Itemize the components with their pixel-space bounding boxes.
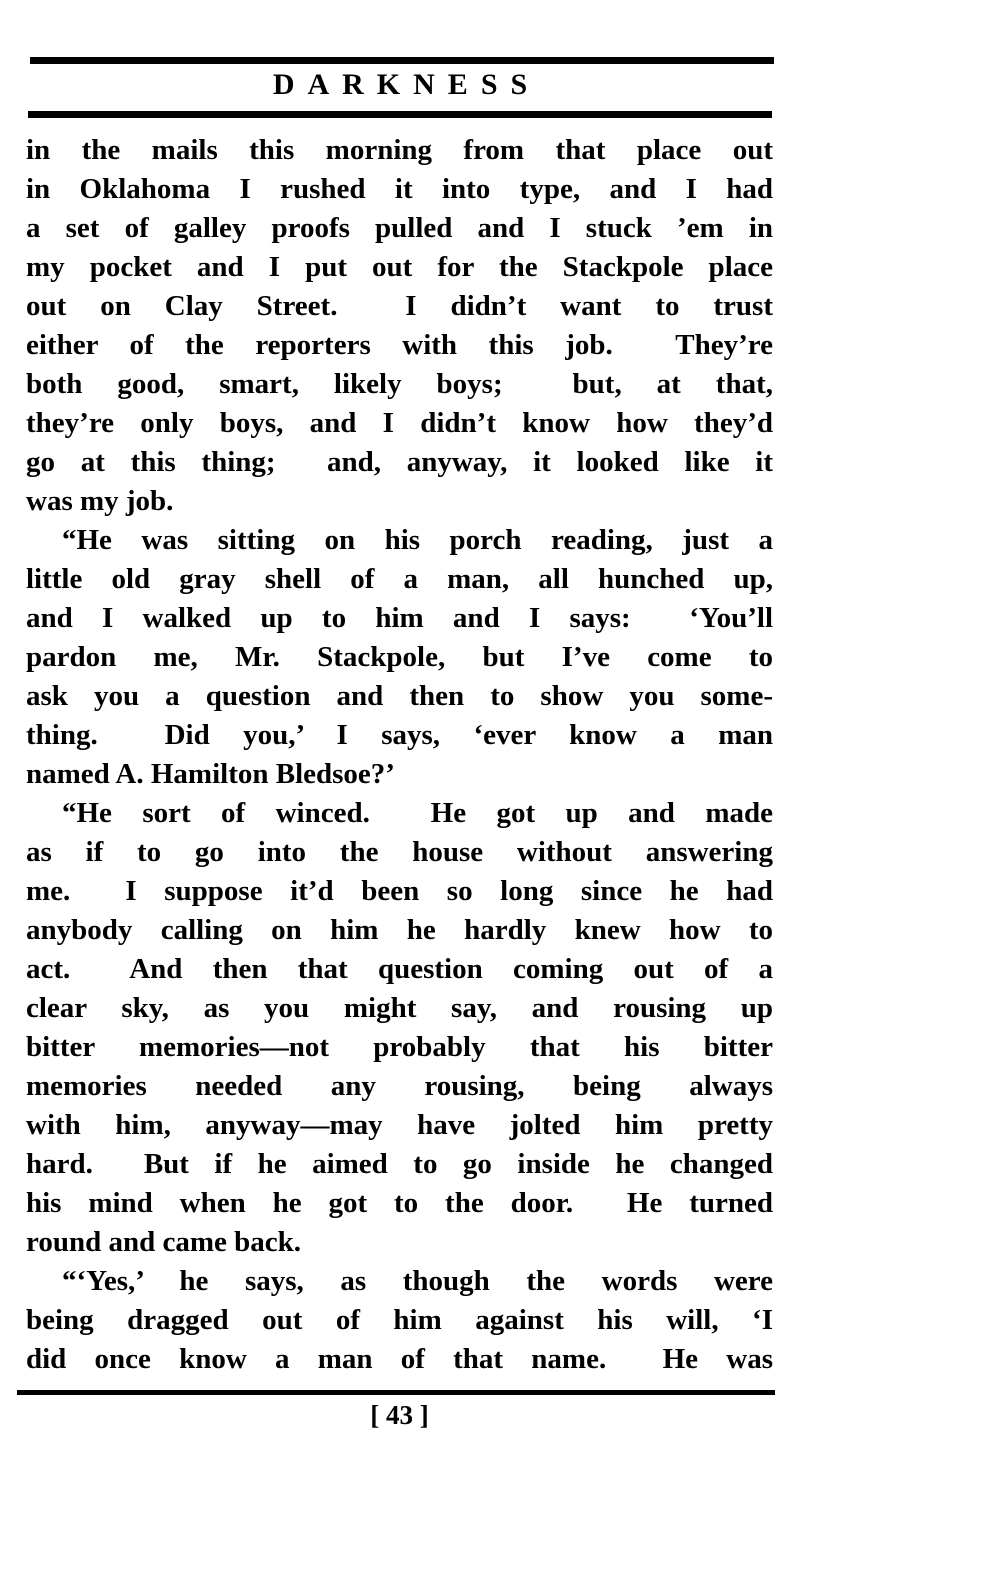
text-line: pardon me, Mr. Stackpole, but I’ve come to xyxy=(26,641,773,673)
text-line: thing. Did you,’ I says, ‘ever know a man xyxy=(26,719,773,751)
paragraph-4 xyxy=(26,1262,773,1379)
paragraph-1 xyxy=(26,131,773,521)
text-line: go at this thing; and, anyway, it looked like it xyxy=(26,446,773,478)
text-line: anybody calling on him he hardly knew how to xyxy=(26,914,773,946)
text-line: was my job. xyxy=(26,485,174,517)
text-line: memories needed any rousing, being always xyxy=(26,1070,773,1102)
text-line: my pocket and I put out for the Stackpole place xyxy=(26,251,773,283)
paragraph-2 xyxy=(26,521,773,794)
text-line: round and came back. xyxy=(26,1226,302,1258)
text-line: ask you a question and then to show you some- xyxy=(26,680,773,712)
text-line: either of the reporters with this job. They’re xyxy=(26,329,773,361)
text-line: act. And then that question coming out of a xyxy=(26,953,773,985)
text-line: named A. Hamilton Bledsoe?’ xyxy=(26,758,395,790)
footer-rule xyxy=(17,1390,775,1395)
paragraph-3 xyxy=(26,794,773,1262)
text-line: “He sort of winced. He got up and made xyxy=(62,797,773,829)
text-line: both good, smart, likely boys; but, at that, xyxy=(26,368,773,400)
running-head-title: DARKNESS xyxy=(272,68,541,101)
text-line: and I walked up to him and I says: ‘You’ll xyxy=(26,602,773,634)
text-line: with him, anyway—may have jolted him pretty xyxy=(26,1109,773,1141)
text-line: “He was sitting on his porch reading, just a xyxy=(62,524,773,556)
header-rule-bottom xyxy=(28,111,772,118)
page-body xyxy=(26,131,773,1379)
text-line: clear sky, as you might say, and rousing up xyxy=(26,992,773,1024)
text-line: little old gray shell of a man, all hunched up, xyxy=(26,563,773,595)
text-line: in Oklahoma I rushed it into type, and I had xyxy=(26,173,773,205)
text-line: being dragged out of him against his will, ‘I xyxy=(26,1304,773,1336)
text-line: bitter memories—not probably that his bitter xyxy=(26,1031,773,1063)
text-line: in the mails this morning from that place out xyxy=(26,134,773,166)
text-line: a set of galley proofs pulled and I stuck ’em in xyxy=(26,212,773,244)
text-line: hard. But if he aimed to go inside he changed xyxy=(26,1148,773,1180)
header-rule-top xyxy=(30,57,774,64)
text-line: they’re only boys, and I didn’t know how they’d xyxy=(26,407,773,439)
page-number: [ 43 ] xyxy=(370,1400,429,1430)
text-line: “‘Yes,’ he says, as though the words were xyxy=(62,1265,773,1297)
text-line: his mind when he got to the door. He turned xyxy=(26,1187,773,1219)
text-line: as if to go into the house without answering xyxy=(26,836,773,868)
text-line: me. I suppose it’d been so long since he had xyxy=(26,875,773,907)
text-line: out on Clay Street. I didn’t want to trust xyxy=(26,290,773,322)
text-line: did once know a man of that name. He was xyxy=(26,1343,773,1375)
